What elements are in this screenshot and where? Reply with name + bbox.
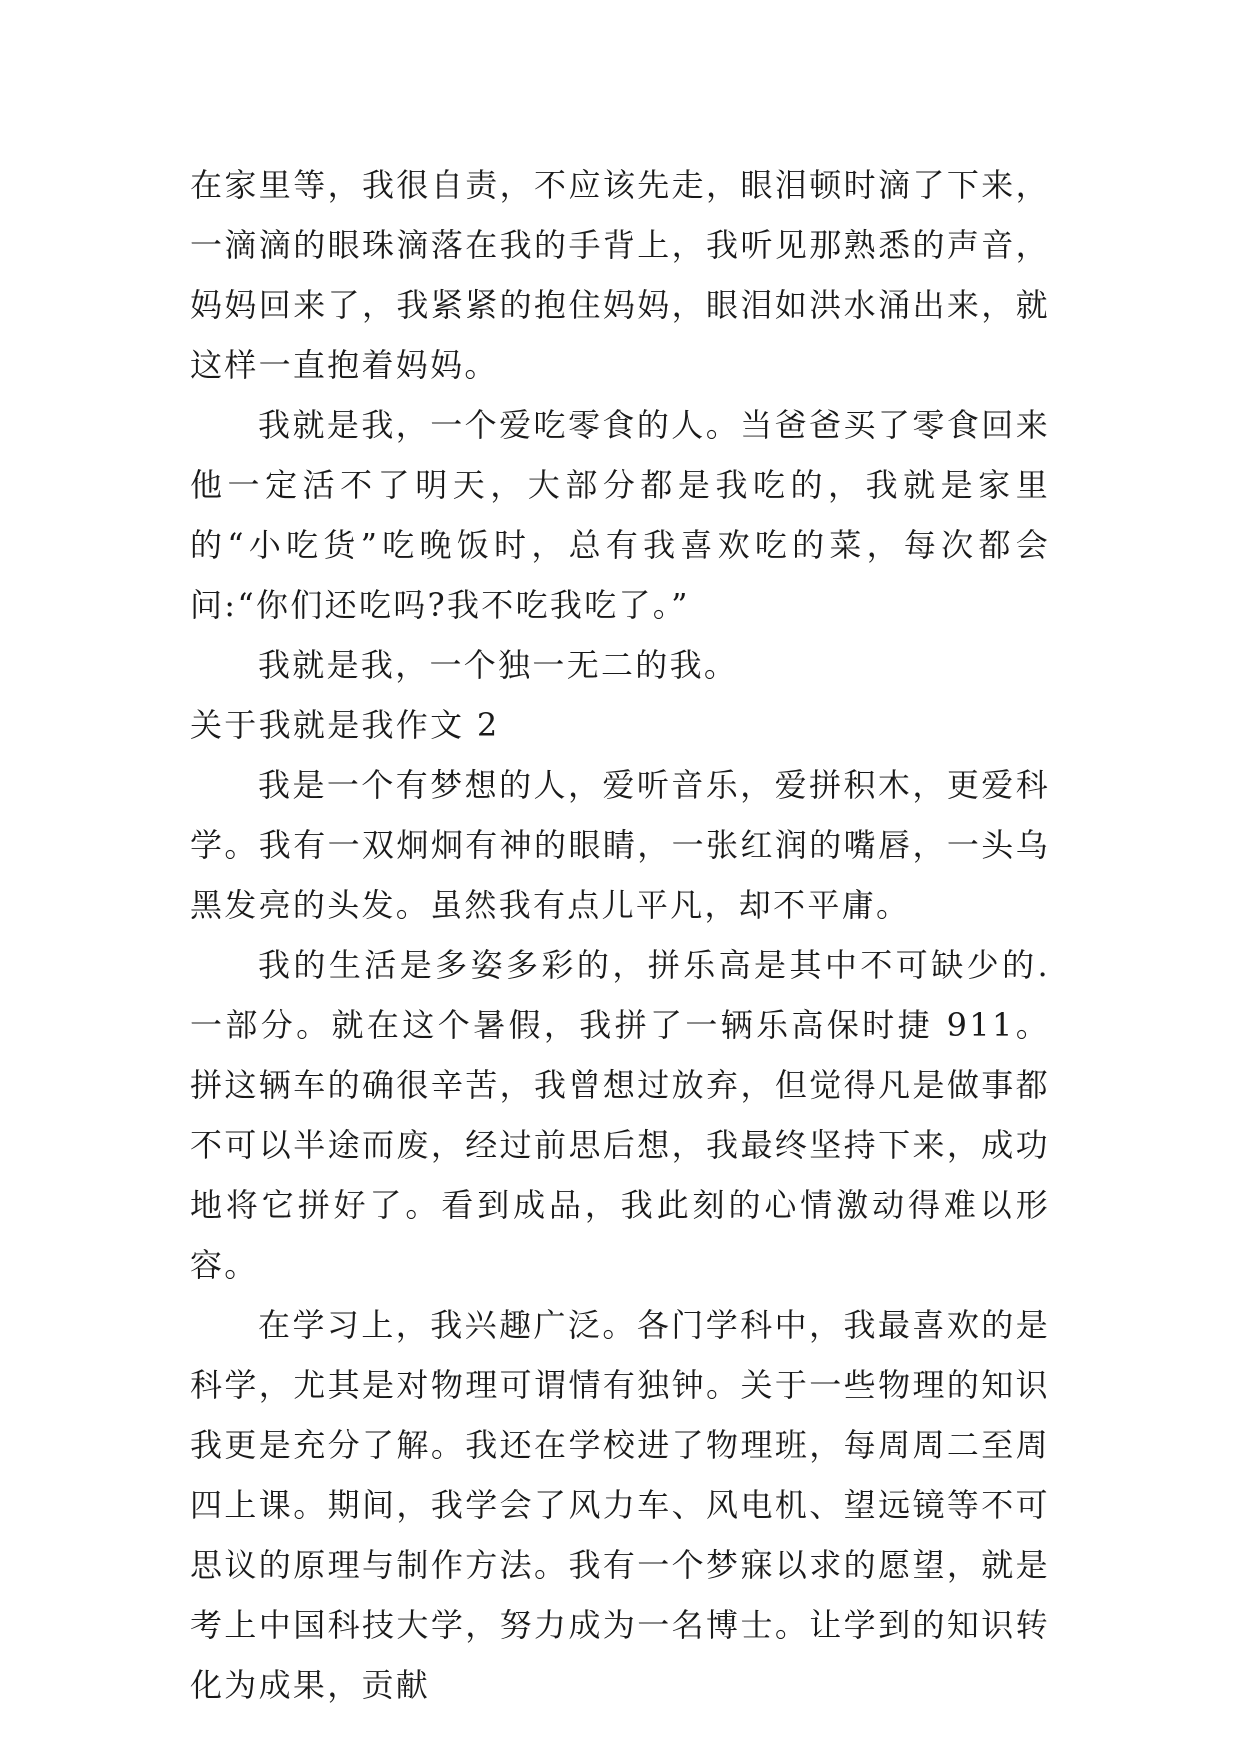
document-body	[190, 155, 1050, 1715]
paragraph: 在家里等，我很自责，不应该先走，眼泪顿时滴了下来，一滴滴的眼珠滴落在我的手背上，我听见那熟悉的声音，妈妈回来了，我紧紧的抱住妈妈，眼泪如洪水涌出来，就这样一直抱着妈妈。	[190, 166, 1050, 384]
paragraph: 我是一个有梦想的人，爱听音乐，爱拼积木，更爱科学。我有一双炯炯有神的眼睛，一张红润的嘴唇，一头乌黑发亮的头发。虽然我有点儿平凡，却不平庸。	[190, 766, 1050, 924]
section-heading: 关于我就是我作文 2	[190, 706, 500, 744]
paragraph: 我的生活是多姿多彩的，拼乐高是其中不可缺少的.一部分。就在这个暑假，我拼了一辆乐高保时捷 911。拼这辆车的确很辛苦，我曾想过放弃，但觉得凡是做事都不可以半途而废，经过前思后想，我最终坚持下来，成功地将它拼好了。看到成品，我此刻的心情激动得难以形容。	[190, 946, 1050, 1284]
paragraph: 我就是我，一个独一无二的我。	[258, 646, 739, 684]
paragraph: 我就是我，一个爱吃零食的人。当爸爸买了零食回来他一定活不了明天，大部分都是我吃的，我就是家里的“小吃货”吃晚饭时，总有我喜欢吃的菜，每次都会问:“你们还吃吗?我不吃我吃了。”	[190, 406, 1050, 624]
paragraph: 在学习上，我兴趣广泛。各门学科中，我最喜欢的是科学，尤其是对物理可谓情有独钟。关于一些物理的知识我更是充分了解。我还在学校进了物理班，每周周二至周四上课。期间，我学会了风力车、风电机、望远镜等不可思议的原理与制作方法。我有一个梦寐以求的愿望，就是考上中国科技大学，努力成为一名博士。让学到的知识转化为成果，贡献	[190, 1306, 1050, 1704]
